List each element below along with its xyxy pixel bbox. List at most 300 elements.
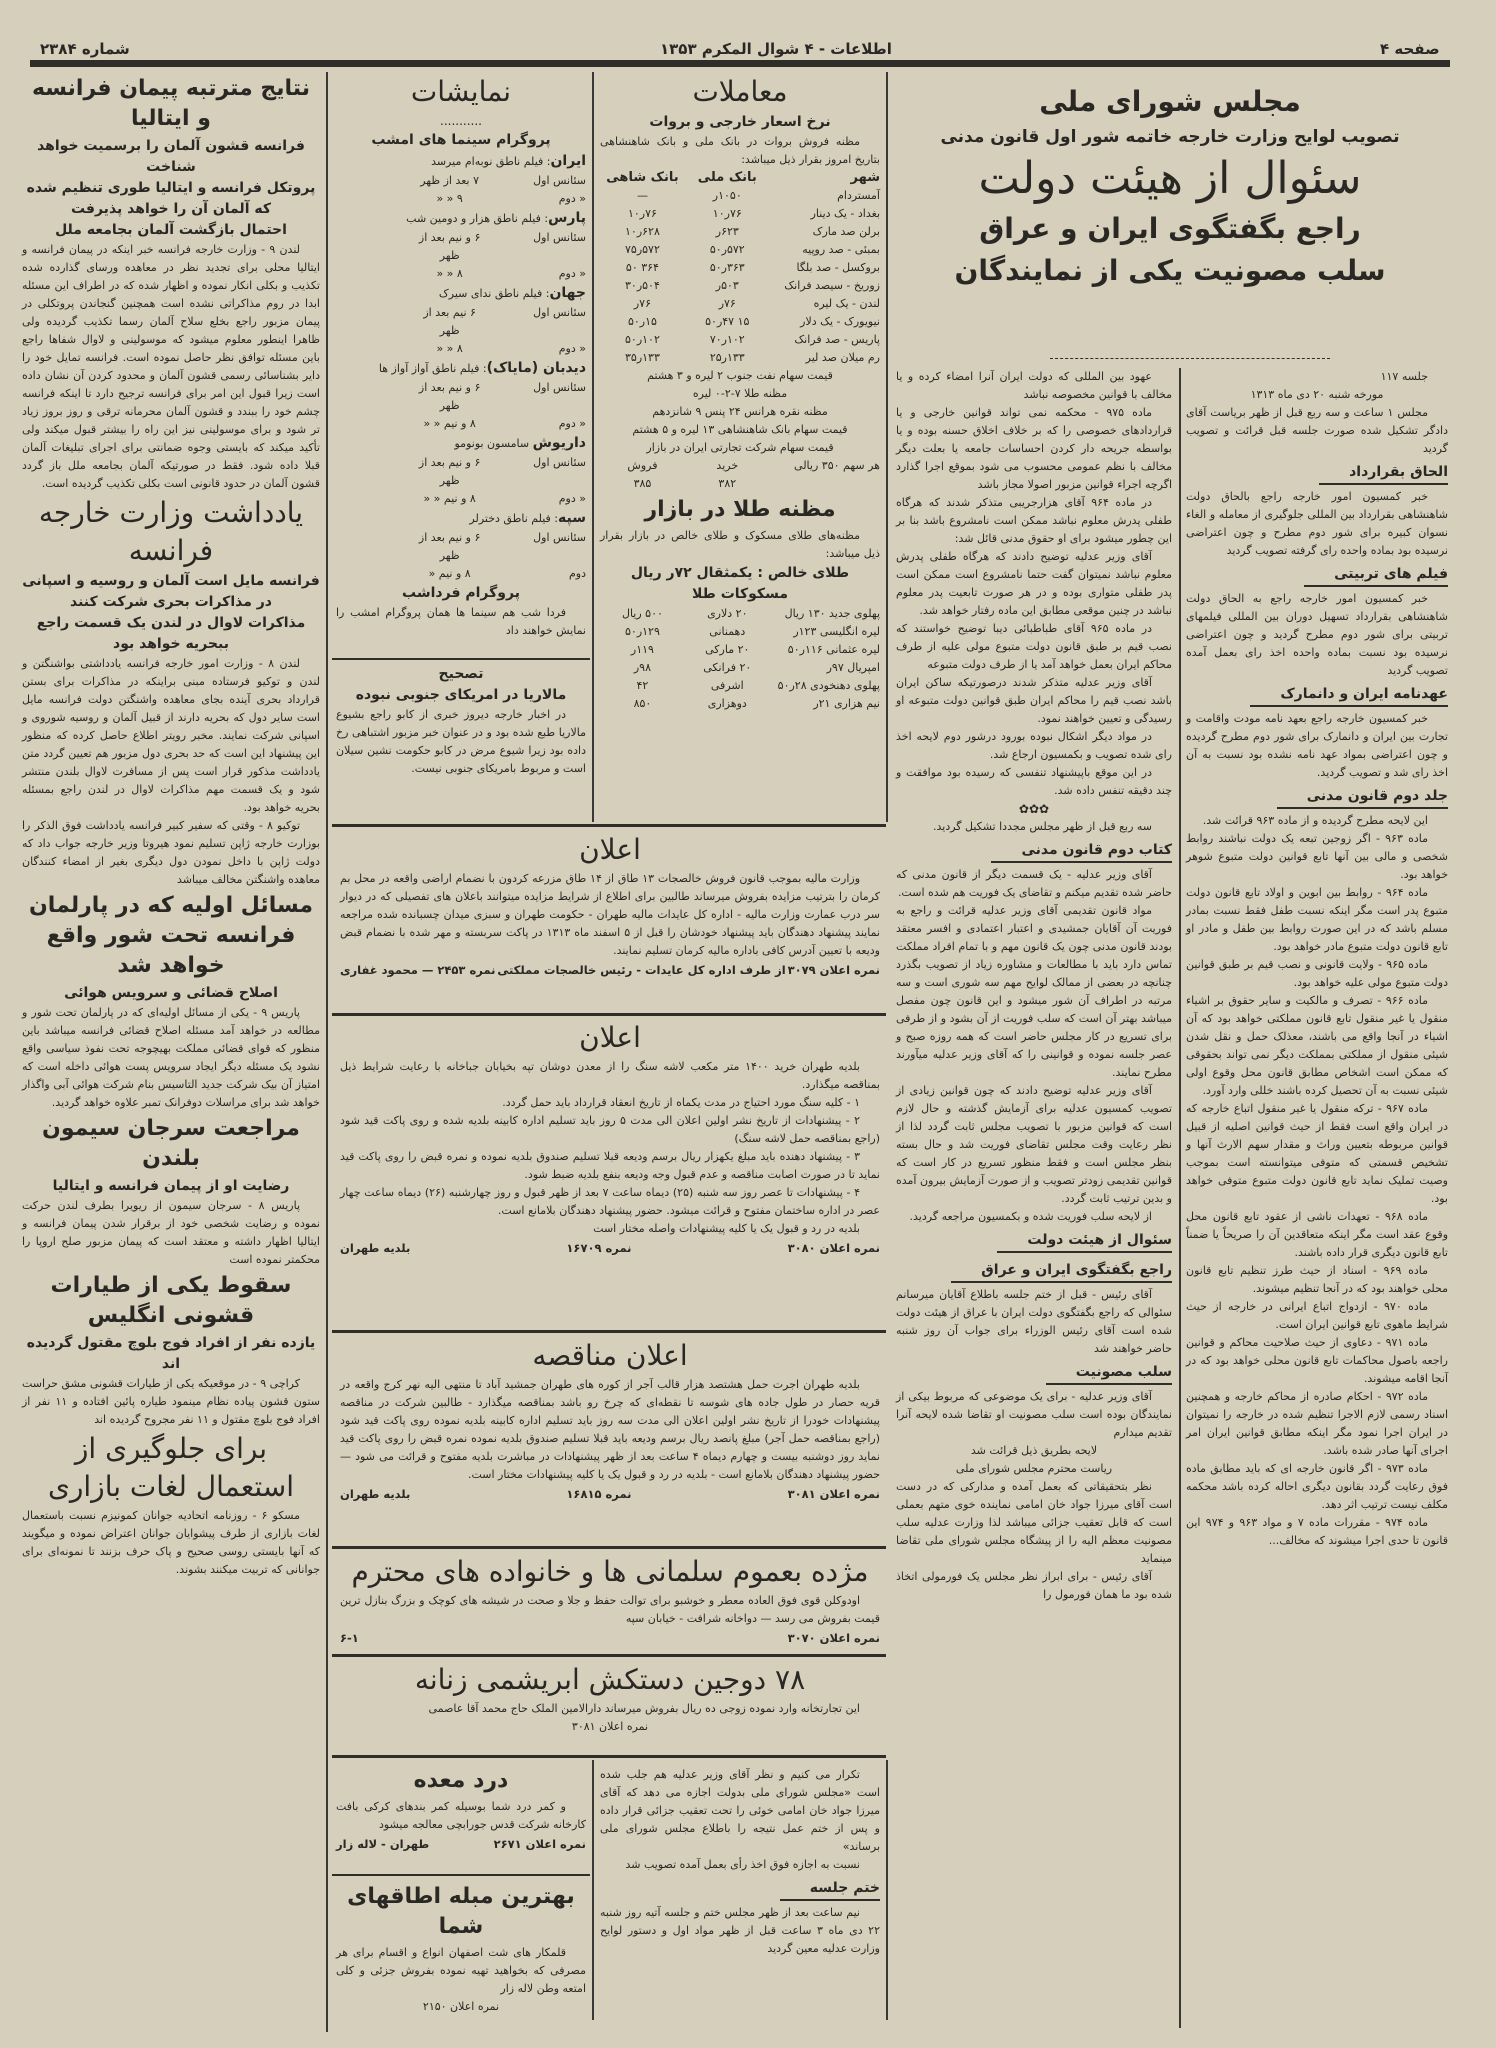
cell: سئانس اول [533, 531, 586, 544]
table-row [336, 565, 586, 583]
subheadline: رضایت او از پیمان فرانسه و ایتالیا [52, 1178, 290, 1194]
cinema-programs-section [336, 72, 586, 640]
table-row [600, 695, 880, 713]
table-row [336, 172, 586, 190]
majlis-report-column-2 [896, 368, 1172, 1604]
paragraph: نظر بتحقیقاتی که بعمل آمده و مدارکی که در دست است آقای میرزا جواد خان امامی نماینده خوی متهم بعملی است که قابل تعقیب جزائی میباشد لذا وزارت عدلیه سلب مصونیت معظم الیه را از پیشگاه مجلس شورای ملی تقاضا مینماید [896, 1480, 1172, 1565]
paragraph: جلسه ۱۱۷ [1380, 370, 1428, 383]
paragraph: پاریس ۹ - یکی از مسائل اولیه‌ای که در پارلمان تحت شور و مطالعه در خواهد آمد مسئله اصلاح قضائی فرانسه میباشد باین منظور که قوای قضائی مملکت بهیچوجه تحت نفوذ سیاسی واقع نشود یک مسئله دیگر ایجاد سرویس پست هوائی داخله است که امتیاز آن بیک شرکت جدید التاسیس بنام شرکت هوائی آبی واگذار خواهد شد برای مراسلات دوفرانک تمبر علاوه خواهد گردید. [22, 1006, 320, 1109]
heading-wrap [896, 1358, 1172, 1388]
subheadline: فرانسه قشون آلمان را برسمیت خواهد شناخت [37, 138, 305, 175]
table-row [600, 205, 880, 223]
section-rule [332, 1755, 886, 1758]
paragraph: پاریس ۸ - سرجان سیمون از ریویرا بطرف لندن حرکت نموده و رضایت شخصی خود از برقرار شدن پیمان فرانسه و ایتالیا اظهار داشته و معتقد است که پیمان مزبور صلح اروپا را محکمتر نموده است [22, 1199, 320, 1266]
cell: پاریس - صد فرانک [794, 333, 880, 346]
section-heading: کتاب دوم قانون مدنی [991, 839, 1172, 863]
correction-notice [336, 664, 586, 778]
ad-footer [336, 1834, 586, 1854]
cell: ۵۷۲ر۷۵ [625, 243, 660, 256]
cell: ۴۲ [636, 679, 649, 692]
section-rule [332, 824, 886, 827]
majlis-report-column-1 [1186, 368, 1448, 1550]
section-rule [332, 1874, 590, 1876]
table-row [600, 475, 880, 493]
headline: مراجعت سرجان سیمون بلندن [42, 1116, 300, 1171]
subheadline: پروتکل فرانسه و ایتالیا طوری تنظیم شده که آلمان آن را خواهد پذیرفت [26, 180, 316, 217]
cell [336, 379, 412, 415]
film-title: : فیلم ناطق دخترلر [469, 512, 559, 525]
table-row [600, 313, 880, 331]
cell: ۵۰۰ ریال [621, 607, 663, 620]
headline: نمایشات [410, 75, 512, 108]
cell: ۲۰ دلاری [707, 607, 748, 620]
cell: از طرف اداره کل عایدات - رئیس خالصجات مملکتی [497, 963, 786, 977]
heading-wrap [600, 1874, 880, 1904]
advertisement-tender-bricks [340, 1336, 880, 1504]
cell: سئانس اول [533, 231, 586, 244]
cell: ۶ و نیم بعد از ظهر [418, 381, 481, 412]
table-row [336, 379, 586, 415]
paragraph: آقای وزیر عدلیه - یک قسمت دیگر از قانون مدنی که حاضر شده تقدیم میکنم و تقاضای یک فوریت هم شده است. [896, 868, 1172, 899]
headline: مژده بعموم سلمانی ها و خانواده های محترم [351, 1555, 869, 1588]
subheadline: تصحیح [438, 666, 484, 682]
centered-line: مظنه طلا ۷-۲-۰ لیره [692, 387, 788, 400]
cell: سئانس اول [533, 174, 586, 187]
paragraph: در این موقع باپیشنهاد تنفسی که رسیده بود موافقت و چند دقیقه تنفس داده شد. [896, 766, 1172, 797]
paragraph: فردا شب هم سینما ها همان پروگرام امشب را نمایش خواهند داد [336, 606, 586, 637]
table-row [600, 623, 880, 641]
paragraph: ماده ۹۷۱ - دعاوی از حیث صلاحیت محاکم و قوانین راجعه باصول محاکمات تابع قانون محلی خواهد بود که در آنجا اقامه میشوند. [1186, 1336, 1448, 1385]
cell: « دوم [558, 192, 586, 205]
cell: نیویورک - یک دلار [800, 315, 880, 328]
paragraph: نیم ساعت بعد از ظهر مجلس ختم و جلسه آتیه روز شنبه ۲۲ دی ماه ۳ ساعت قبل از ظهر مواد اول و دستور لوایح وزارت عدلیه معین گردید [600, 1906, 880, 1955]
film-title: : فیلم ناطق آواز آواز ها [378, 362, 487, 375]
cell: نمره اعلان ۳۰۷۹ [787, 963, 880, 977]
header-rule [30, 60, 1450, 67]
cell: لیره انگلیسی ۱۲۳ر [793, 625, 880, 638]
cell [336, 490, 412, 508]
cell: دهمنانی [709, 625, 746, 638]
cell: بلدیه طهران [340, 1241, 411, 1255]
film-title: سامسون بونومو [454, 437, 533, 450]
paragraph: خبر کمسیون امور خارجه راجع به الحاق دولت شاهنشاهی بقرارداد تسهیل دوران بین المللی فیلمهای تربیتی برای شور دوم مطرح گردید و چون اعتراضی نرسیده بود نسبت بماده واحده اخذ رای بعمل آمده تصویب گردید [1186, 592, 1448, 677]
heading-wrap [1186, 458, 1448, 488]
paragraph: ماده ۹۷۵ - محکمه نمی تواند قوانین خارجی و یا قراردادهای خصوصی را که بر خلاف اخلاق حسنه بوده و یا بواسطه جریحه دار کردن احساسات جامعه یا بعلت دیگر مخالف با نظم عمومی محسوب می شود بموقع اجرا گذارد اگرچه اجراء قوانین مزبور اصولا مجاز باشد [896, 406, 1172, 491]
paragraph: ماده ۹۷۴ - مقررات ماده ۷ و مواد ۹۶۳ و ۹۷۴ این قانون تا حدی اجرا میشوند که مخالف... [1186, 1516, 1448, 1547]
section-heading: فیلم های تربیتی [1304, 563, 1448, 587]
cell: بانک ملی [697, 170, 757, 185]
cell: ۸ و نیم « [428, 567, 471, 580]
cinema-entry [336, 433, 586, 454]
section-heading: سئوال از هیئت دولت [997, 1229, 1172, 1253]
cinema-entry [336, 151, 586, 172]
paragraph: آقای وزیر عدلیه توضیح دادند که چون قوانین زیادی از تصویب کمسیون عدلیه برای آزمایش گذشته و حال لازم است که قوانین مزبور با تصویب مجلس ثابت گردد لذا از نظر رعایت وقت مجلس تقاضای فوریت شد و حال بسته بنظر مجلس است و فقط منظور تسریع در کار است که قوانین تقدیمی زودتر تصویب و از صورت آزمایش بیرون آمده و بدین ترتیب ثابت گردد. [896, 1084, 1172, 1205]
heading-wrap [896, 1256, 1172, 1286]
headline: راجع بگفتگوی ایران و عراق [979, 212, 1361, 245]
paragraph: ماده ۹۷۳ - اگر قانون خارجه ای که باید مطابق ماده فوق رعایت گردد بقانون دیگری احاله کرده باشد محکمه مکلف نیست ترتیب اثر دهد. [1186, 1462, 1448, 1511]
majlis-report-continuation [600, 1766, 880, 1958]
table-row [600, 605, 880, 623]
cinema-entry [336, 208, 586, 229]
cell: ۷۶ر۱۰ [627, 207, 657, 220]
cinema-entry [336, 283, 586, 304]
section-heading: سلب مصونیت [1046, 1361, 1172, 1385]
cell: ۱۰۲ر۵۰ [625, 333, 660, 346]
cell: — [636, 189, 648, 202]
paragraph: لندن ۹ - وزارت خارجه فرانسه خبر اینکه در پیمان فرانسه و ایتالیا محلی برای تجدید نظر در معاهده ورسای گذارده شده تکذیب و بکلی انکار نموده و اظهار شده که در اطراف این مسئله ابدا در روم مذاکراتی نشده است همچنین گنجاندن پروتکلی در پیمان مزبور راجع بخلع سلاح آلمان رسما تکذیب گردیده ولی ظاهرا اینطور معلوم میشود که موسولینی و لاوال شفاها راجع باین مسئله توافق نظر حاصل نموده است. فرانسه تمایل خود را دایر بشناسائی رسمی قشون آلمان و محدود کردن آن نشان داده است زیرا قبول این امر برای فرانسه ترجیح دارد تا اینکه فرانسه چشم خود را ببندد و قشون آلمان محرمانه ترقی و روز بروز زیاد تر شود و برای موسولینی نیز این راه را بیشتر قبول میکند ولی تأکید میکند که بایستی وجوه ضمانتی برای اجرای تبلیغات آلمان قبلا داده شود. فقط در صورتیکه آلمان بجامعه ملل باز گردد قشون آلمان در حدود قانونی است بکلی تکذیب گردیده است. [22, 243, 320, 490]
section-heading: عهدنامه ایران و دانمارک [1250, 683, 1448, 707]
paragraph: در مواد دیگر اشکال نبوده بورود درشور دوم لایحه اخذ رای شده تصویب و بکمسیون ارجاع شد. [896, 730, 1172, 761]
cell [336, 190, 412, 208]
cell: نیم هزاری ۲۱ر [813, 697, 880, 710]
headline: سقوط یکی از طیارات قشونی انگلیس [50, 1273, 292, 1328]
subheadline: مسکوکات طلا [692, 586, 788, 602]
subheadline: پروگرام فرداشب [402, 585, 520, 601]
paragraph: کراچی ۹ - در موقعیکه یکی از طیارات قشونی مشق حراست ستون قشون پیاده نظام مینمود طیاره پائین افتاده و ۱۱ نفر از افراد فوج بلوچ مقتول و ۱۱ نفر مجروح گردیده اند [22, 1377, 320, 1426]
heading-wrap [1186, 560, 1448, 590]
ad-footer [340, 960, 880, 980]
table-row [600, 659, 880, 677]
cell: ۱۳۳ر۳۵ [625, 351, 660, 364]
table-row [600, 295, 880, 313]
paragraph: ماده ۹۶۹ - اسناد از حیث طرز تنظیم تابع قانون محلی خواهند بود که در آنجا تنظیم میشوند. [1186, 1264, 1448, 1295]
headline: برای جلوگیری از استعمال لغات بازاری [47, 1432, 295, 1503]
paragraph: مواد قانون تقدیمی آقای وزیر عدلیه قرائت و راجع به فوریت آن آقایان جمشیدی و اعتبار اعتمادی و افسر معتقد بودند قانون مدنی چون یک قانون مهم و با تمام افراد مملکت تماس دارد باید با مطالعات و مشاوره زیاد از تصویب بگذرد چنانچه در بعضی از ممالک لوایح مهم سه شوری است و سه مرتبه در اطراف آن شور میشود و این قانون چون مفصل میباشد بهتر آن است که سلب فوریت از آن بشود و از طرفی برای تسریع در کار مجلس حاضر است که همه روزه صبح و عصر جلسه نموده و قوانینی را که آقای وزیر عدلیه میآورند مطرح نمایند. [896, 904, 1172, 1079]
section-rule [332, 1654, 886, 1657]
table-row [600, 169, 880, 187]
table-row [600, 241, 880, 259]
table-row [600, 259, 880, 277]
cell: نمره ۲۴۵۳ — محمود غفاری [340, 963, 496, 977]
centered-line: نمره اعلان ۳۰۸۱ [571, 1720, 649, 1733]
centered-line: قیمت سهام بانک شاهنشاهی ۱۳ لیره و ۵ هشتم [632, 423, 848, 436]
cell: زوریخ - سیصد فرانک [784, 279, 880, 292]
cell: اشرفی [710, 679, 744, 692]
headline: اعلان [579, 1021, 641, 1054]
cell: ۶ و نیم بعد از ظهر [418, 531, 481, 562]
paragraph: ماده ۹۷۲ - احکام صادره از محاکم خارجه و همچنین اسناد رسمی لازم الاجرا تنظیم شده در خارجه را نمیتوان در ایران اجرا نمود مگر اینکه مطابق قوانین ایران امر اجرای آنها صادر شده باشد. [1186, 1390, 1448, 1457]
paragraph: وزارت مالیه بموجب قانون فروش خالصجات ۱۳ طاق از ۱۴ طاق مزرعه کردون با نضمام اراضی واقعه در محل بم کرمان را بترتیب مزایده بفروش میرساند طالبین برای اطلاع از شرایط مزایده میتوانند باعلان های تفصیلی که در دیوار سر درب عمارت وزارت مالیه - اداره کل عایدات مالیه طهران - حکومت طهران و سبزی میدان چسبانده شده مراجعه نمایند پیشنهاد دهندگان باید پیشنهاد خودشان را قبل از ۵ اسفند ماه ۱۳۱۳ در پاکت سربسته و مهر شده با نضمام قبض ودیعه با تعیین آدرس کافی باداره مالیه کرمان تسلیم نمایند. [340, 872, 880, 957]
cell: رم میلان صد لیر [805, 351, 880, 364]
advertisement-silk-gloves [340, 1660, 880, 1736]
cell: نمره اعلان ۲۶۷۱ [493, 1837, 586, 1851]
section-heading: ختم جلسه [780, 1877, 880, 1901]
subheadline: نرخ اسعار خارجی و بروات [649, 114, 831, 130]
ornament: ........... [440, 114, 482, 128]
headline: اعلان مناقصه [532, 1339, 688, 1372]
subheadline: طلای خالص : یکمثقال ۷۲ر ریال [630, 565, 850, 581]
centered-line: قیمت سهام نفت جنوب ۲ لیره و ۳ هشتم [647, 369, 833, 382]
table-row [336, 415, 586, 433]
column-divider [1179, 368, 1181, 2028]
headline: مجلس شورای ملی [1039, 85, 1301, 118]
paragraph: ۲ - پیشنهادات از تاریخ نشر اولین اعلان الی مدت ۵ روز باید تسلیم اداره کابینه بلدیه شده و روی پاکت قید شود (راجع بمناقصه حمل لاشه سنگ) [340, 1114, 880, 1145]
cell: ۷۶ر۱۰ [712, 207, 742, 220]
column-divider [886, 72, 888, 822]
cell: لیره عثمانی ۱۱۶ر۵۰ [787, 643, 880, 656]
centered-line: ریاست محترم مجلس شورای ملی [955, 1462, 1113, 1475]
cell: ۸ « « [436, 267, 463, 280]
cell: بمبئی - صد روپیه [802, 243, 880, 256]
subheadline: اصلاح قضائی و سرویس هوائی [64, 985, 278, 1001]
cell: بغداد - یک دینار [810, 207, 880, 220]
cell: ۶ نیم بعد از ظهر [423, 306, 476, 337]
cinema-entry [336, 508, 586, 529]
table-row [600, 677, 880, 695]
table-row [336, 190, 586, 208]
cell: ۵۰۳ر [715, 279, 739, 292]
cell: ۱۰۵۰ر [712, 189, 742, 202]
cell: بلدیه طهران [340, 1487, 411, 1501]
column-divider [326, 72, 328, 2032]
cell: لندن - یک لیره [813, 297, 880, 310]
headline: اعلان [579, 833, 641, 866]
paragraph: این تجارتخانه وارد نموده زوجی ده ریال بفروش میرساند دارالامین الملک حاج محمد آقا عاصمی [428, 1702, 860, 1715]
cell: ۸ « « [436, 342, 463, 355]
subheadline: یازده نفر از افراد فوج بلوچ مقتول گردیده اند [26, 1335, 316, 1372]
paragraph: ماده ۹۶۸ - تعهدات ناشی از عقود تابع قانون محل وقوع عقد است مگر اینکه متعاقدین آن را صریحاً یا ضمناً تابع قانون دیگری قرار داده باشند. [1186, 1210, 1448, 1259]
cell: نمره ۱۶۸۱۵ [566, 1487, 632, 1501]
cell: سئانس اول [533, 456, 586, 469]
paragraph: اودوکلن قوی فوق العاده معطر و خوشبو برای توالت حفظ و جلا و صحت در شیشه های کوچک و بزرگ بنازل ترین قیمت بفروش می رسد — دواخانه شرافت - خیابان سپه [340, 1594, 880, 1625]
table-row [336, 340, 586, 358]
paragraph: بلدیه در رد و قبول یک یا کلیه پیشنهادات واصله مختار است [593, 1222, 860, 1235]
headline: مسائل اولیه که در پارلمان فرانسه تحت شور واقع خواهد شد [29, 893, 313, 978]
cell: شهر [850, 170, 880, 185]
cell: امپریال ۹۷ر [826, 661, 880, 674]
cell: ۶۲۸ر۱۰ [625, 225, 660, 238]
paragraph: از لایحه سلب فوریت شده و بکمسیون مراجعه گردید. [909, 1210, 1152, 1223]
centered-line: مورخه شنبه ۲۰ دی ماه ۱۳۱۳ [1250, 388, 1384, 401]
cell: « دوم [558, 492, 586, 505]
cell: ۶ و نیم بعد از ظهر [418, 231, 481, 262]
cell: پهلوی دهنخودی ۲۸ر۵۰ [777, 679, 880, 692]
paragraph: این لایحه مطرح گردیده و از ماده ۹۶۳ قرائت شد. [1202, 814, 1428, 827]
paragraph: ۳ - پیشنهاد دهنده باید مبلغ یکهزار ریال برسم ودیعه قبلا تسلیم صندوق بلدیه نموده و نمره قبض را روی پاکت قید نماید تا در صورت اصابت مناقصه و عدم قبول وجه ودیعه بنفع بلدیه ضبط شود. [340, 1150, 880, 1181]
cell: نمره اعلان ۳۰۸۰ [787, 1241, 880, 1255]
cell: « دوم [558, 267, 586, 280]
cell: ۳۸۵ [633, 477, 652, 490]
headline: یادداشت وزارت خارجه فرانسه [38, 496, 304, 567]
cell: ۹۸ر [633, 661, 651, 674]
page-number: صفحه ۴ [1380, 40, 1440, 58]
cell: نمره اعلان ۳۰۸۱ [787, 1487, 880, 1501]
section-heading: جلد دوم قانون مدنی [1277, 785, 1448, 809]
section-rule [332, 658, 590, 660]
film-title: : فیلم ناطق نوبه‌ام میرسد [431, 155, 551, 168]
paragraph: در ماده ۹۶۴ آقای هزارجریبی متذکر شدند که هرگاه طفلی پدرش معلوم نباشد ممکن است نامشروع باشد بنا بر این چطور میشود برای او حقوق مدنی قائل شد: [896, 496, 1172, 545]
cell: ۶ و نیم بعد از ظهر [418, 456, 481, 487]
cell [336, 454, 412, 490]
cell: ۵۰۴ر۳۰ [625, 279, 660, 292]
section-rule [332, 1330, 886, 1333]
cell: ۶-۱ [340, 1631, 359, 1645]
majlis-masthead [895, 80, 1445, 293]
cinema-name: سپه [558, 510, 586, 526]
cell: « دوم [558, 342, 586, 355]
headline: درد معده [413, 1768, 509, 1793]
cell: هر سهم ۳۵۰ ریالی [794, 459, 880, 472]
paragraph: بلدیه طهران اجرت حمل هشتصد هزار قالب آجر از کوره های طهران جمشید آباد تا منتهی الیه نهر کرج واقعه در قریه حصار در طول جاده های شوسه تا نقطه‌ای که چرخ رو باشد بمناقصه میگذارد - طالبین شرکت در مناقصه پیشنهادات خودرا از تاریخ نشر اولین اعلان الی مدت سه روز باید تسلیم اداره کابینه بلدیه نموده روی پاکت قید شود (راجع بمناقصه حمل آجر) مبلغ پانصد ریال برسم ودیعه باید قبلا تسلیم صندوق بلدیه نموده نمره قبض را روی پاکت قید نماید روز دوشنبه بیست و چهارم دیماه ۴ ساعت بعد از ظهر پیشنهادات در مباشرت بلدیه مفتوح و قرائت می شود — حضور پیشنهاد دهندگان بلامانع است - بلدیه در رد و قبول یک یا کلیه پیشنهادات مختار است. [340, 1378, 880, 1481]
heading-wrap [896, 1226, 1172, 1256]
paragraph: آقای وزیر عدلیه توضیح دادند که هرگاه طفلی پدرش معلوم نباشد نمیتوان گفت حتما نامشروع است ممکن است پدر طفلی متواری بوده و در هر صورت تابعیت پدر معلوم نباشد در چنین موقعی مطابق این ماده رفتار خواهد شد. [896, 550, 1172, 617]
paragraph: سه ربع قبل از ظهر مجلس مجددا تشکیل گردید. [932, 820, 1152, 833]
cell: سئانس اول [533, 381, 586, 394]
cinema-name: دیدبان (مایاک) [486, 360, 586, 376]
cell: ۱۵ر۵۰ [627, 315, 657, 328]
centered-line: قیمت سهام شرکت تجارتی ایران در بازار [646, 441, 834, 454]
exchange-rates-section [600, 72, 880, 713]
table-row [600, 187, 880, 205]
cinema-entry [336, 358, 586, 379]
cell: ۱۱۹ر [630, 643, 654, 656]
cell: پهلوی جدید ۱۳۰ ریال [784, 607, 880, 620]
cell [336, 172, 412, 190]
ornament: ✿✿✿ [1018, 802, 1050, 816]
foreign-news-column [22, 72, 320, 1579]
paragraph: ماده ۹۶۴ - روابط بین ابوین و اولاد تابع قانون دولت متبوع پدر است مگر اینکه نسبت طفل فقط نسبت بمادر مسلم باشد که در این صورت روابط بین طفل و مادر او تابع قانون دولت متبوع مادر خواهد بود. [1186, 886, 1448, 953]
film-title: : فیلم ناطق ندای سیرک [438, 287, 550, 300]
headline: معاملات [692, 75, 788, 108]
centered-line: لایحه بطریق ذیل قرائت شد [970, 1444, 1098, 1457]
paragraph: نسبت به اجازه فوق اخذ رأی بعمل آمده تصویب شد [625, 1858, 860, 1871]
subheadline: فرانسه مایل است آلمان و روسیه و اسپانی در مذاکرات بحری شرکت کنند [22, 573, 320, 610]
ad-footer [340, 1238, 880, 1258]
headline: سئوال از هیئت دولت [978, 153, 1362, 204]
cell: آمستردام [837, 189, 880, 202]
cinema-name: جهان [549, 285, 586, 301]
advertisement-cologne [340, 1552, 880, 1648]
cell: ۸۵۰ [633, 697, 652, 710]
headline: سلب مصونیت یکی از نمایندگان [954, 254, 1386, 287]
paragraph: مظنه‌های طلای مسکوک و طلای خالص در بازار بقرار ذیل میباشد: [600, 529, 880, 560]
cell: طهران - لاله زار [336, 1837, 430, 1851]
table-row [336, 265, 586, 283]
advertisement-municipality-stone [340, 1018, 880, 1258]
paragraph: قلمکار های شت اصفهان انواع و اقسام برای هر مصرفی که بخواهید تهیه نموده بفروش جزئی و کلی امتعه وطن لاله زار [336, 1946, 586, 1995]
cell: ۱۵ ۴۷ر۵۰ [705, 315, 750, 328]
paragraph: تکرار می کنیم و نظر آقای وزیر عدلیه هم جلب شده است «مجلس شورای ملی بدولت اجازه می دهد که آقای میرزا جواد خان امامی خوئی را تحت تعقیب جزائی قرار داده و پس از ختم عمل نتیجه را باطلاع مجلس شورای ملی برساند» [600, 1768, 880, 1853]
paragraph: ۴ - پیشنهادات تا عصر روز سه شنبه (۲۵) دیماه ساعت ۷ بعد از ظهر قبول و روز چهارشنبه (۲۶) دیماه ساعت چهار عصر در اداره ساختمان مفتوح و قرائت میشود. حضور پیشنهاد دهندگان بلامانع است. [340, 1186, 880, 1217]
cell [336, 415, 412, 433]
masthead-date: اطلاعات - ۴ شوال المکرم ۱۳۵۳ [660, 40, 892, 58]
subheadline: احتمال بازگشت آلمان بجامعه ملل [55, 222, 287, 238]
cell: بانک شاهی [606, 170, 679, 185]
paragraph: مسکو ۶ - روزنامه اتحادیه جوانان کمونیزم نسبت باستعمال لغات بازاری از طرف پیشوایان جوانان اعتراض نموده و میگویند که آنها بایستی روسی صحیح و پاک حرف بزنند تا نمونه‌ای برای جوانانی که تربیت میکنند بشوند. [22, 1509, 320, 1576]
cell: ۳۸۲ [718, 477, 737, 490]
cell [336, 304, 412, 340]
paragraph: ماده ۹۶۵ - ولایت قانونی و نصب قیم بر طبق قوانین دولت متبوع مولی علیه خواهد بود. [1186, 958, 1448, 989]
paragraph: ماده ۹۶۶ - تصرف و مالکیت و سایر حقوق بر اشیاء منقول یا غیر منقول تابع قانون مملکتی خواهد بود که آن اشیاء در آنجا واقع می باشند، معذلک حمل و نقل شدن شیئی منقول از مملکتی بمملکت دیگر نمی تواند بحقوقی که ممکن است اشخاص مطابق قانون محل وقوع اولی شیئی نسبت به آن تحصیل کرده باشند خللی وارد آورد. [1186, 994, 1448, 1097]
subheadline: مذاکرات لاوال در لندن یک قسمت راجع ببحریه خواهد بود [36, 615, 306, 652]
column-divider [592, 1760, 594, 2020]
cell: ۲۰ فرانکی [703, 661, 752, 674]
cell: فروش [627, 459, 658, 472]
section-rule [332, 1013, 886, 1016]
table-row [600, 277, 880, 295]
table-row [600, 349, 880, 367]
section-heading: الحاق بقرارداد [1319, 461, 1448, 485]
column-divider [592, 72, 594, 822]
cell: ۸ و نیم « « [423, 417, 476, 430]
table-row [336, 304, 586, 340]
cell: ۳۶۳ر۵۰ [709, 261, 745, 274]
cell: ۹ « « [436, 192, 463, 205]
cinema-name: داریوش [532, 435, 586, 451]
cell: ۷۶ر [633, 297, 651, 310]
ad-footer [340, 1628, 880, 1648]
film-title: : فیلم ناطق هزار و دومین شب [406, 212, 549, 225]
paragraph: خبر کمسیون خارجه راجع بعهد نامه مودت واقامت و تجارت بین ایران و دانمارک برای شور دوم مطرح گردیده و چون اعتراضی بمواد عهد نامه نشده بود نسبت به آن اخذ رای شد و تصویب گردید. [1186, 712, 1448, 779]
cell: ۷۶ر [718, 297, 736, 310]
cell: سئانس اول [533, 306, 586, 319]
cell [336, 565, 412, 583]
cell: ۷ بعد از ظهر [420, 174, 480, 187]
paragraph: ۱ - کلیه سنگ مورد احتیاج در مدت یکماه از تاریخ انعقاد قرارداد باید حمل گردد. [502, 1096, 860, 1109]
advertisement-stomach-belt [336, 1764, 586, 1854]
cinema-name: ایران [550, 153, 586, 169]
column-divider [886, 1760, 888, 2020]
cell: ۱۰۲ر۷۰ [709, 333, 745, 346]
headline: نتایج مترتبه پیمان فرانسه و ایتالیا [31, 76, 311, 131]
cell: برلن صد مارک [812, 225, 880, 238]
centered-line: نمره اعلان ۲۱۵۰ [422, 2000, 500, 2013]
paragraph: خبر کمسیون امور خارجه راجع بالحاق دولت شاهنشاهی بقرارداد بین المللی جلوگیری از معامله و الغاء نسوان کبیره برای شور دوم مطرح و چون اعتراضی نرسیده بود بماده واحده رای گرفته تصویب گردید [1186, 490, 1448, 557]
paragraph: مظنه فروش بروات در بانک ملی و بانک شاهنشاهی بتاریخ امروز بقرار ذیل میباشد: [600, 135, 880, 166]
cell: بروکسل - صد بلگا [796, 261, 880, 274]
headline: مظنه طلا در بازار [644, 497, 836, 522]
paragraph: لندن ۸ - وزارت امور خارجه فرانسه یادداشتی بواشنگتن و لندن و توکیو فرستاده مبنی براینکه در مذاکرات برای بستن قرارداد بحری آینده بجای معاهده واشنگتن دولت فرانسه مایل است سایر دول که بحریه دارند از قبیل آلمان و روسیه شوروی و اسپانی شرکت نمایند. مخبر رویتر اطلاع حاصل کرده که منظور این پیشنهاد این است که حد بحری دول مزبور هم تعیین گردد متن یادداشت مذکور قرار است پس از مسافرت لاوال بلندن منتشر شود و یک قسمت مهم مذاکرات لاوال در لندن راجع بمسئله بحریه خواهد بود. [22, 657, 320, 814]
cell: خرید [716, 459, 739, 472]
subheadline: پروگرام سینما های امشب [371, 132, 551, 148]
cell: ۲۰ مارکی [705, 643, 750, 656]
subheadline: تصویب لوایح وزارت خارجه خاتمه شور اول قانون مدنی [940, 127, 1400, 147]
subheadline: مالاریا در امریکای جنوبی نبوده [355, 687, 567, 703]
cell: دوم [568, 567, 586, 580]
cell [336, 229, 412, 265]
headline: ۷۸ دوجین دستکش ابریشمی زنانه [414, 1663, 806, 1696]
ad-footer [340, 1484, 880, 1504]
cell: « دوم [558, 417, 586, 430]
paragraph: و کمر درد شما بوسیله کمر بندهای کرکی بافت کارخانه شرکت قدس جورابچی معالجه میشود [336, 1800, 586, 1831]
table-row [336, 490, 586, 508]
paragraph: ماده ۹۶۳ - اگر زوجین تبعه یک دولت نباشند روابط شخصی و مالی بین آنها تابع قوانین دولت متبوع شوهر خواهد بود. [1186, 832, 1448, 881]
cell: ۳۶۴ ۵۰ [625, 261, 659, 274]
paragraph: آقای وزیر عدلیه - برای یک موضوعی که مربوط بیکی از نمایندگان بوده است سلب مصونیت او تقاضا شده لایحه آنرا تقدیم میدارم [896, 1390, 1172, 1439]
paragraph: ماده ۹۷۰ - ازدواج اتباع ایرانی در خارجه از حیث شرایط ماهوی تابع قوانین ایران است. [1186, 1300, 1448, 1331]
heading-wrap [896, 836, 1172, 866]
cell [770, 475, 880, 493]
issue-number: شماره ۲۳۸۴ [40, 40, 130, 58]
cell [336, 340, 412, 358]
table-row [600, 223, 880, 241]
advertisement-furnishings [336, 1880, 586, 2016]
cell [336, 265, 412, 283]
paragraph: در اخبار خارجه دیروز خبری از کابو راجع بشیوع مالاریا طبع شده بود و در عنوان خبر مزبور اشتباهی رخ داده بود زیرا شیوع مرض در کابو حکومت نشین سیلان است و مربوط بامریکای جنوبی نیست. [336, 708, 586, 775]
headline: بهترین مبله اطاقهای شما [347, 1884, 575, 1939]
advertisement-finance-ministry [340, 830, 880, 980]
table-row [336, 454, 586, 490]
table-row [336, 229, 586, 265]
section-rule [332, 1546, 886, 1549]
cell: ۶۲۳ر [715, 225, 739, 238]
cell: نمره ۱۶۷۰۹ [566, 1241, 632, 1255]
table-row [600, 641, 880, 659]
cinema-name: پارس [548, 210, 586, 226]
dashed-rule [1050, 358, 1330, 361]
table-row [336, 529, 586, 565]
centered-line: مظنه نقره هرانس ۲۴ پنس ۹ شانزدهم [652, 405, 828, 418]
